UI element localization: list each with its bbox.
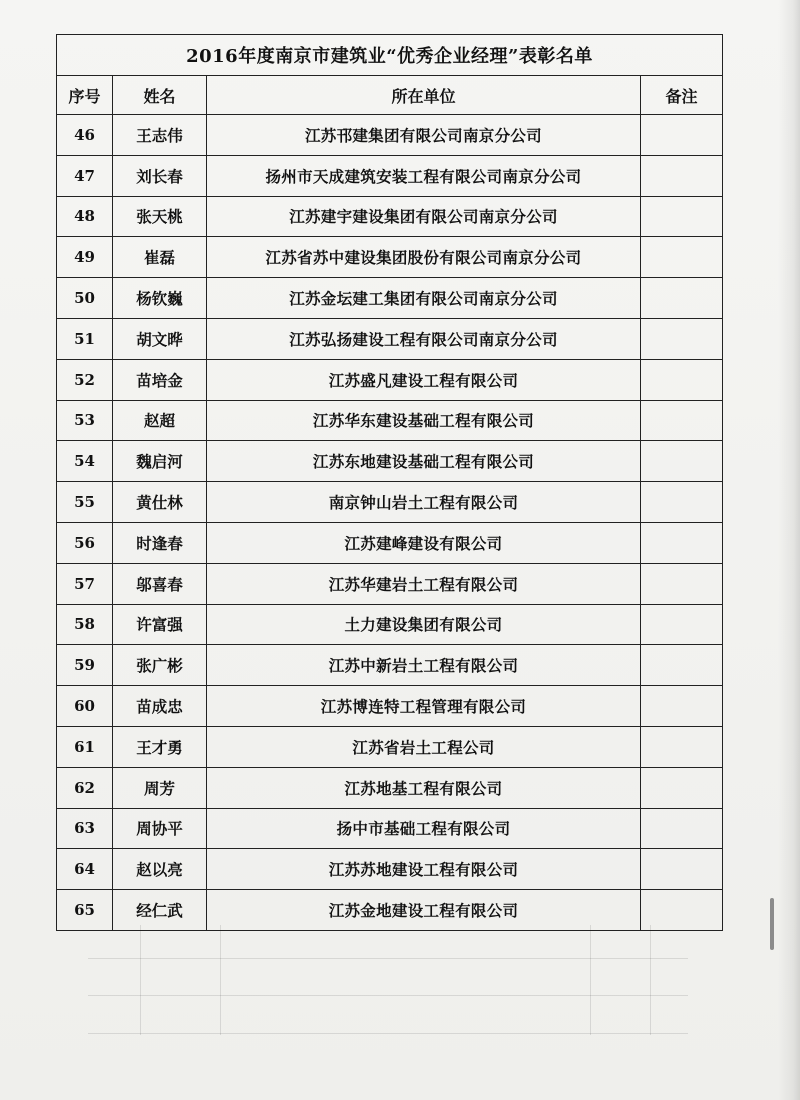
row-number: 57 — [57, 563, 113, 604]
row-note — [641, 196, 723, 237]
row-name: 王才勇 — [113, 726, 207, 767]
table-row — [57, 237, 723, 278]
row-note — [641, 767, 723, 808]
row-organization: 南京钟山岩土工程有限公司 — [207, 482, 641, 523]
row-note — [641, 155, 723, 196]
row-name: 王志伟 — [113, 115, 207, 156]
row-number: 46 — [57, 115, 113, 156]
row-note — [641, 318, 723, 359]
row-name: 邬喜春 — [113, 563, 207, 604]
row-note — [641, 359, 723, 400]
row-number: 58 — [57, 604, 113, 645]
row-organization: 江苏金坛建工集团有限公司南京分公司 — [207, 278, 641, 319]
row-name: 赵超 — [113, 400, 207, 441]
table-row — [57, 196, 723, 237]
page-edge-shadow — [778, 0, 800, 1100]
row-organization: 扬中市基础工程有限公司 — [207, 808, 641, 849]
row-organization: 江苏华建岩土工程有限公司 — [207, 563, 641, 604]
header-number: 序号 — [57, 76, 113, 115]
row-name: 张天桃 — [113, 196, 207, 237]
row-organization: 土力建设集团有限公司 — [207, 604, 641, 645]
row-name: 时逢春 — [113, 522, 207, 563]
table-row — [57, 563, 723, 604]
row-number: 54 — [57, 441, 113, 482]
row-note — [641, 563, 723, 604]
table-row — [57, 645, 723, 686]
row-organization: 江苏博连特工程管理有限公司 — [207, 686, 641, 727]
row-number: 56 — [57, 522, 113, 563]
title-row — [57, 35, 723, 76]
row-note — [641, 522, 723, 563]
row-number: 49 — [57, 237, 113, 278]
header-note: 备注 — [641, 76, 723, 115]
row-name: 黄仕林 — [113, 482, 207, 523]
row-note — [641, 890, 723, 931]
header-row — [57, 76, 723, 115]
row-note — [641, 686, 723, 727]
document-title: 2016年度南京市建筑业“优秀企业经理”表彰名单 — [57, 35, 723, 76]
row-note — [641, 441, 723, 482]
row-number: 65 — [57, 890, 113, 931]
row-organization: 江苏中新岩土工程有限公司 — [207, 645, 641, 686]
row-organization: 江苏邗建集团有限公司南京分公司 — [207, 115, 641, 156]
table-row — [57, 726, 723, 767]
row-organization: 江苏金地建设工程有限公司 — [207, 890, 641, 931]
row-name: 经仁武 — [113, 890, 207, 931]
row-organization: 江苏省岩土工程公司 — [207, 726, 641, 767]
row-organization: 江苏省苏中建设集团股份有限公司南京分公司 — [207, 237, 641, 278]
row-organization: 江苏盛凡建设工程有限公司 — [207, 359, 641, 400]
row-note — [641, 808, 723, 849]
row-number: 64 — [57, 849, 113, 890]
row-number: 55 — [57, 482, 113, 523]
row-note — [641, 115, 723, 156]
row-organization: 江苏地基工程有限公司 — [207, 767, 641, 808]
staple-mark — [770, 898, 774, 950]
row-name: 崔磊 — [113, 237, 207, 278]
table-row — [57, 278, 723, 319]
row-number: 51 — [57, 318, 113, 359]
row-name: 许富强 — [113, 604, 207, 645]
header-organization: 所在单位 — [207, 76, 641, 115]
row-organization: 江苏建宇建设集团有限公司南京分公司 — [207, 196, 641, 237]
table-row — [57, 441, 723, 482]
row-note — [641, 237, 723, 278]
row-note — [641, 278, 723, 319]
row-number: 63 — [57, 808, 113, 849]
row-note — [641, 604, 723, 645]
table-row — [57, 482, 723, 523]
award-roster-table — [56, 34, 723, 931]
row-organization: 江苏苏地建设工程有限公司 — [207, 849, 641, 890]
table-row — [57, 808, 723, 849]
table-row — [57, 686, 723, 727]
row-name: 杨钦巍 — [113, 278, 207, 319]
row-organization: 江苏建峰建设有限公司 — [207, 522, 641, 563]
table-row — [57, 890, 723, 931]
row-organization: 江苏华东建设基础工程有限公司 — [207, 400, 641, 441]
row-name: 赵以亮 — [113, 849, 207, 890]
row-name: 周协平 — [113, 808, 207, 849]
table-row — [57, 767, 723, 808]
row-name: 刘长春 — [113, 155, 207, 196]
row-number: 59 — [57, 645, 113, 686]
header-name: 姓名 — [113, 76, 207, 115]
row-name: 张广彬 — [113, 645, 207, 686]
table-row — [57, 115, 723, 156]
row-organization: 江苏东地建设基础工程有限公司 — [207, 441, 641, 482]
row-note — [641, 726, 723, 767]
row-number: 52 — [57, 359, 113, 400]
row-note — [641, 645, 723, 686]
row-note — [641, 400, 723, 441]
row-name: 周芳 — [113, 767, 207, 808]
row-number: 47 — [57, 155, 113, 196]
row-organization: 江苏弘扬建设工程有限公司南京分公司 — [207, 318, 641, 359]
table-row — [57, 400, 723, 441]
row-number: 48 — [57, 196, 113, 237]
row-name: 苗成忠 — [113, 686, 207, 727]
table-row — [57, 604, 723, 645]
table-row — [57, 359, 723, 400]
row-number: 62 — [57, 767, 113, 808]
table-row — [57, 849, 723, 890]
row-number: 61 — [57, 726, 113, 767]
table-row — [57, 318, 723, 359]
row-note — [641, 482, 723, 523]
row-name: 魏启河 — [113, 441, 207, 482]
row-number: 60 — [57, 686, 113, 727]
row-name: 胡文晔 — [113, 318, 207, 359]
row-number: 53 — [57, 400, 113, 441]
row-note — [641, 849, 723, 890]
row-name: 苗培金 — [113, 359, 207, 400]
row-organization: 扬州市天成建筑安装工程有限公司南京分公司 — [207, 155, 641, 196]
row-number: 50 — [57, 278, 113, 319]
table-row — [57, 155, 723, 196]
table-row — [57, 522, 723, 563]
